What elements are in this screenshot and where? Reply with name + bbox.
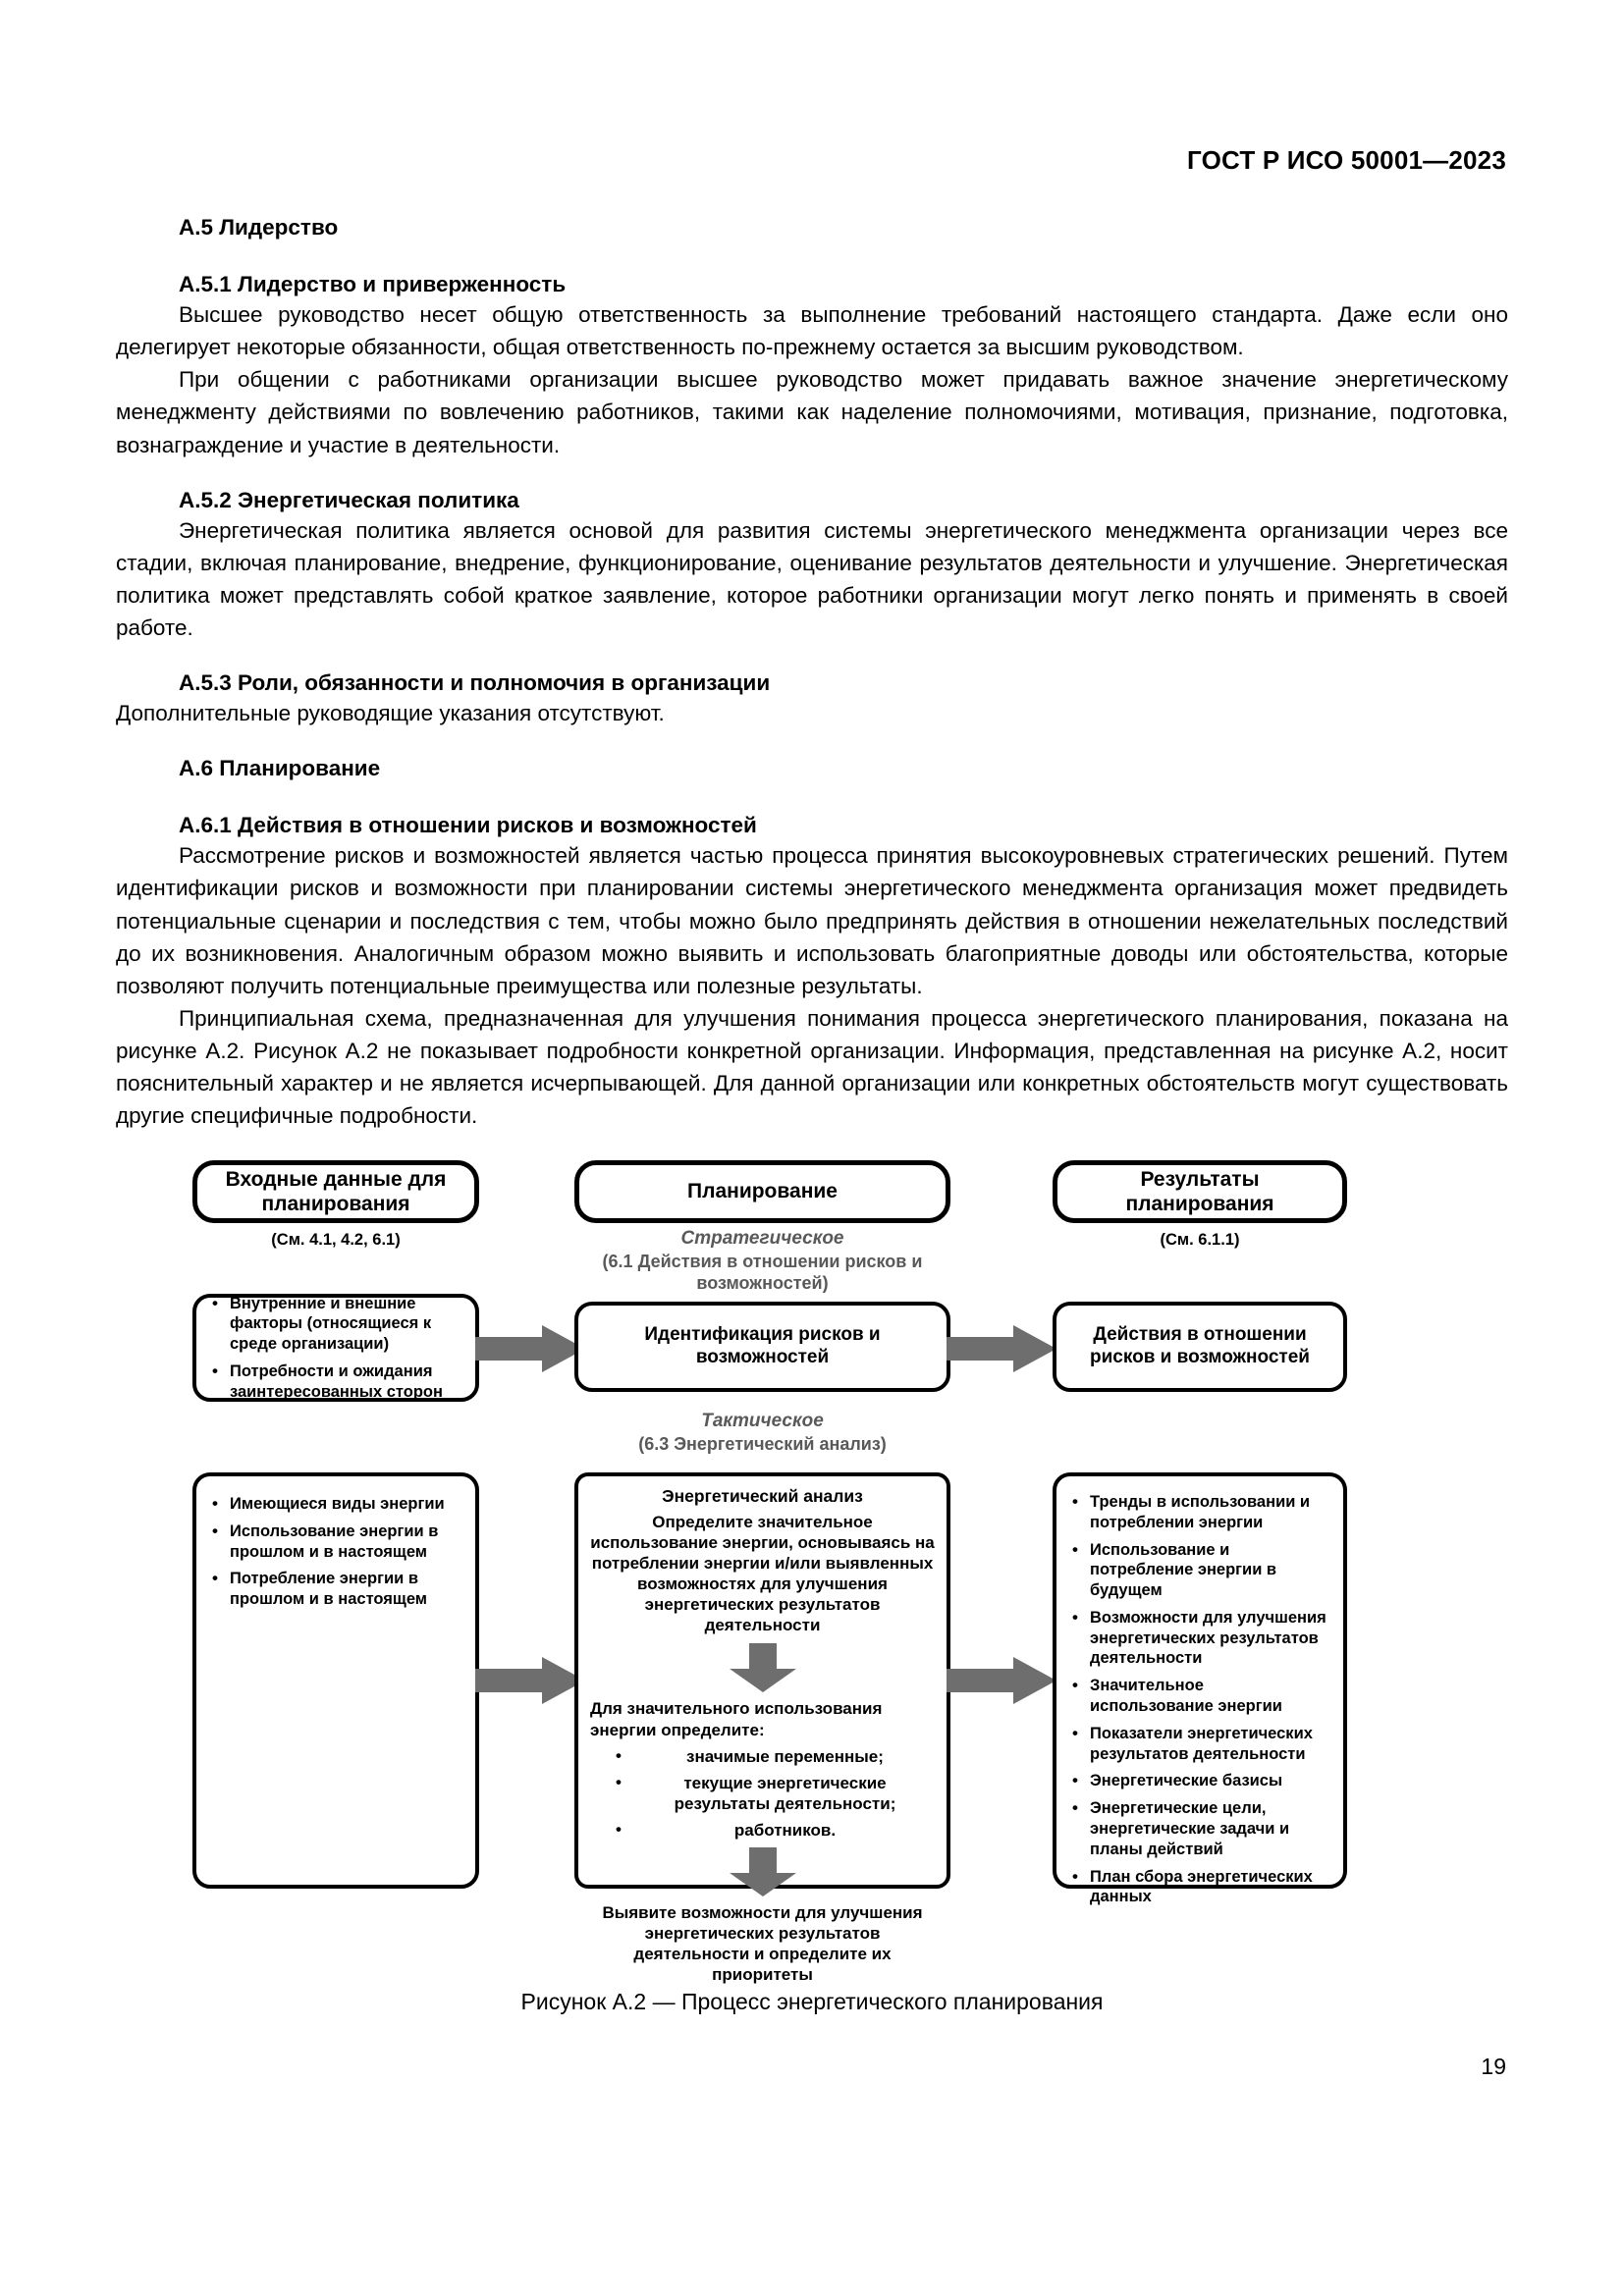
list-item: • Энергетические базисы xyxy=(1070,1771,1331,1791)
arrow-right-icon-strategic-to-results xyxy=(947,1325,1056,1372)
list-item: • Потребление энергии в прошлом и в настоящем xyxy=(210,1569,463,1610)
list-item: • работников. xyxy=(614,1820,935,1841)
spacer xyxy=(116,461,1508,487)
figure-determine-lead-text: Для значительного использования энергии определите: xyxy=(590,1699,883,1739)
figure-planning-tactical-panel xyxy=(574,1472,950,1984)
figure-results-tactical-list-box xyxy=(1053,1472,1347,1906)
heading-a6-1: А.6.1 Действия в отношении рисков и возможностей xyxy=(179,813,757,838)
arrow-right-icon-inputs-to-tactical xyxy=(475,1657,585,1704)
heading-a6: А.6 Планирование xyxy=(179,756,381,781)
list-item: • Возможности для улучшения энергетических результатов деятельности xyxy=(1070,1608,1331,1669)
figure-determine-list xyxy=(590,1746,935,1842)
figure-column-title-inputs: Входные данные для планирования xyxy=(192,1160,479,1223)
paragraph-a5-1-1: Высшее руководство несет общую ответственность за выполнение требований настоящего стандарта. Даже если оно делегирует некоторые обязанности, общая ответственность по-прежнему остается за высшим руководством. xyxy=(116,302,1508,360)
arrow-right-icon-tactical-to-results xyxy=(947,1657,1056,1704)
arrow-down-icon-review-to-determine xyxy=(578,1643,947,1692)
list-item: • значимые переменные; xyxy=(614,1746,935,1767)
heading-a5-3: А.5.3 Роли, обязанности и полномочия в организации xyxy=(179,669,771,695)
figure-results-clause-ref: (См. 6.1.1) xyxy=(1160,1231,1240,1249)
figure-phase-label-tactical-italic: Тактическое xyxy=(701,1411,824,1431)
figure-energy-review-text: Определите значительное использование энергии, основываясь на потреблении энергии и/или выявленных возможностях для улучшения энергетических результатов деятельности xyxy=(590,1513,935,1635)
list-item: • Внутренние и внешние факторы (относящиеся к среде организации) xyxy=(210,1294,463,1355)
running-header-standard-number: ГОСТ Р ИСО 50001—2023 xyxy=(1186,145,1506,175)
figure-a2-energy-planning-process xyxy=(192,1160,1437,1984)
figure-caption: Рисунок А.2 — Процесс энергетического планирования xyxy=(520,1989,1104,2014)
arrow-down-icon-determine-to-outcome xyxy=(578,1847,947,1896)
paragraph-a6-1-1: Рассмотрение рисков и возможностей является частью процесса принятия высокоуровневых стратегических решений. Путем идентификации рисков и возможности при планировании системы энергетического менеджмента организация может предвидеть потенциальные сценарии и последствия с тем, чтобы можно было предпринять действия в отношении нежелательных последствий до их возникновения. Аналогичным образом можно выявить и использовать благоприятные доводы или обстоятельства, которые позволяют получить потенциальные преимущества или полезные результаты. xyxy=(116,843,1508,998)
paragraph-a5-3-1: Дополнительные руководящие указания отсутствуют. xyxy=(116,701,665,726)
list-item: • Имеющиеся виды энергии xyxy=(210,1494,463,1515)
list-item: • текущие энергетические результаты деятельности; xyxy=(614,1773,935,1815)
spacer xyxy=(116,241,1508,271)
list-item: • Использование энергии в прошлом и в настоящем xyxy=(210,1522,463,1563)
figure-phase-label-strategic-clause: (6.1 Действия в отношении рисков и возможностей) xyxy=(602,1251,923,1294)
page-number: 19 xyxy=(1481,2054,1506,2079)
list-item: • Потребности и ожидания заинтересованных сторон xyxy=(210,1362,463,1403)
figure-phase-label-tactical xyxy=(574,1410,950,1455)
list-item: • Использование и потребление энергии в будущем xyxy=(1070,1540,1331,1601)
figure-results-strategic-box: Действия в отношении рисков и возможностей xyxy=(1053,1302,1347,1392)
figure-phase-label-strategic-italic: Стратегическое xyxy=(680,1228,844,1249)
heading-a5: А.5 Лидерство xyxy=(179,215,339,240)
spacer xyxy=(116,729,1508,755)
figure-inputs-clause-ref: (См. 4.1, 4.2, 6.1) xyxy=(271,1231,401,1249)
figure-planning-strategic-box: Идентификация рисков и возможностей xyxy=(574,1302,950,1392)
spacer xyxy=(116,644,1508,669)
figure-results-tactical-list xyxy=(1070,1492,1331,1907)
paragraph-a5-2-1: Энергетическая политика является основой для развития системы энергетического менеджмента организации через все стадии, включая планирование, внедрение, функционирование, оценивание результатов деятельности и улучшение. Энергетическая политика может представлять собой краткое заявление, которое работники организации могут легко понять и применять в своей работе. xyxy=(116,517,1508,640)
spacer xyxy=(116,782,1508,812)
figure-column-title-results: Результаты планирования xyxy=(1053,1160,1347,1223)
list-item: • Показатели энергетических результатов деятельности xyxy=(1070,1724,1331,1765)
figure-inputs-tactical-list-box xyxy=(192,1472,479,1889)
figure-inputs-tactical-list xyxy=(210,1494,463,1610)
figure-column-title-planning: Планирование xyxy=(574,1160,950,1223)
list-item: • План сбора энергетических данных xyxy=(1070,1867,1331,1908)
arrow-right-icon-inputs-to-strategic xyxy=(475,1325,585,1372)
paragraph-a5-1-2: При общении с работниками организации высшее руководство может придавать важное значение энергетическому менеджменту действиями по вовлечению работников, такими как наделение полномочиями, мотивация, признание, подготовка, вознаграждение и участие в деятельности. xyxy=(116,367,1508,457)
figure-energy-review-title: Энергетический анализ xyxy=(662,1486,863,1506)
main-text-column xyxy=(116,214,1508,1132)
figure-outcome-text: Выявите возможности для улучшения энергетических результатов деятельности и определите их приоритеты xyxy=(602,1902,923,1984)
figure-phase-label-strategic xyxy=(574,1227,950,1295)
figure-inputs-strategic-list-box xyxy=(192,1294,479,1402)
figure-inputs-strategic-list xyxy=(210,1294,463,1403)
heading-a5-2: А.5.2 Энергетическая политика xyxy=(179,487,519,512)
heading-a5-1: А.5.1 Лидерство и приверженность xyxy=(179,272,567,297)
figure-phase-label-tactical-clause: (6.3 Энергетический анализ) xyxy=(638,1433,887,1454)
list-item: • Энергетические цели, энергетические задачи и планы действий xyxy=(1070,1798,1331,1859)
list-item: • Тренды в использовании и потреблении энергии xyxy=(1070,1492,1331,1533)
list-item: • Значительное использование энергии xyxy=(1070,1676,1331,1717)
paragraph-a6-1-2: Принципиальная схема, предназначенная для улучшения понимания процесса энергетического планирования, показана на рисунке А.2. Рисунок А.2 не показывает подробности конкретной организации. Информация, представленная на рисунке А.2, носит пояснительный характер и не является исчерпывающей. Для данной организации или конкретных обстоятельств могут существовать другие специфичные подробности. xyxy=(116,1005,1508,1128)
